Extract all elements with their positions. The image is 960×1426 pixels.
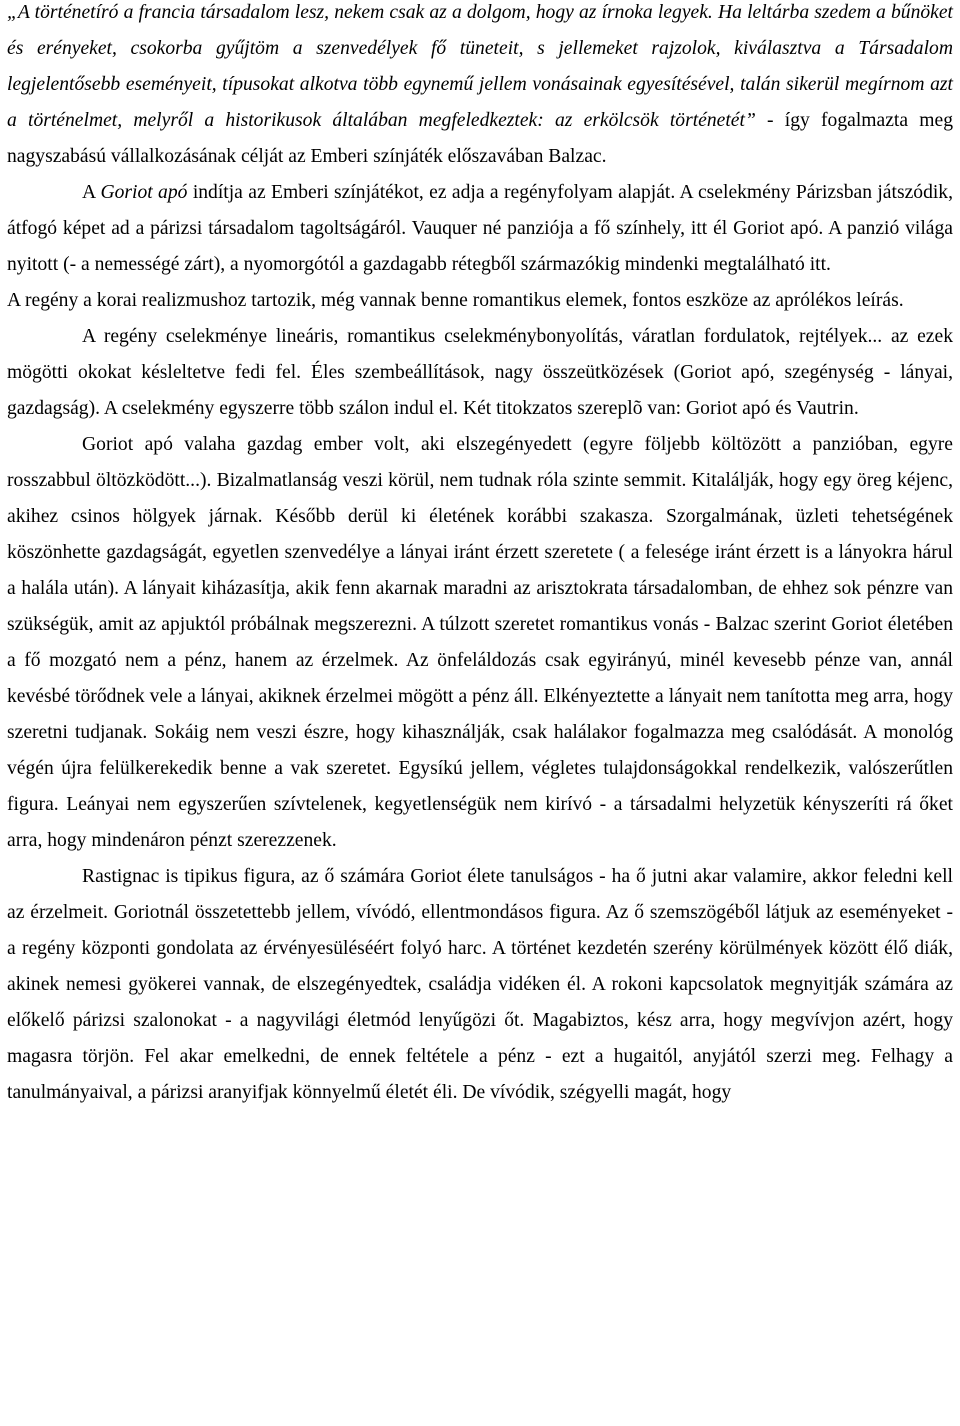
paragraph-balzac-quote	[7, 0, 953, 175]
paragraph-plot: A regény cselekménye lineáris, romantikus cselekménybonyolítás, váratlan fordulatok, rejtélyek... az ezek mögötti okokat késleltetve fedi fel. Éles szembeállítások, nagy összeütközések (Goriot apó, szegénység - lányai, gazdagság). A cselekmény egyszerre több szálon indul el. Két titokzatos szereplõ van: Goriot apó és Vautrin.	[7, 326, 953, 419]
paragraph-rastignac: Rastignac is tipikus figura, az ő számára Goriot élete tanulságos - ha ő jutni akar valamire, akkor feledni kell az érzelmeit. Goriotnál összetettebb jellem, vívódó, ellentmondásos figura. Az ő szemszögéből látjuk az eseményeket - a regény központi gondolata az érvényesüléséért folyó harc. A történet kezdetén szerény körülmények között élő diák, akinek nemesi gyökerei vannak, de elszegényedtek, családja vidéken él. A rokoni kapcsolatok megnyitják számára az előkelő párizsi szalonokat - a nagyvilági életmód lenyűgözi őt. Magabiztos, kész arra, hogy megvívjon azért, hogy magasra törjön. Fel akar emelkedni, de ennek feltétele a pénz - ezt a hugaitól, anyjától szerzi meg. Felhagy a tanulmányaival, a párizsi aranyifjak könnyelmű életét éli. De vívódik, szégyelli magát, hogy	[7, 866, 953, 1103]
novel-title: Goriot apó	[100, 182, 188, 203]
quote-text: „A történetíró a francia társadalom lesz, nekem csak az a dolgom, hogy az írnoka legyek. Ha leltárba szedem a bűnöket és erényeket, csokorba gyűjtöm a szenvedélyek fő tüneteit, s jellemeket rajzolok, kiválasztva a Társadalom legjelentősebb eseményeit, típusokat alkotva több egynemű jellem vonásainak egyesítésével, talán sikerül megírnom azt a történelmet, melyről a historikusok általában megfeledkeztek: az erkölcsök történetét”	[7, 2, 953, 131]
paragraph-realism: A regény a korai realizmushoz tartozik, még vannak benne romantikus elemek, fontos eszköze az aprólékos leírás.	[7, 290, 904, 311]
paragraph-text: A	[82, 182, 101, 203]
paragraph-text: indítja az Emberi színjátékot, ez adja a regényfolyam alapját. A cselekmény Párizsban játszódik, átfogó képet ad a párizsi társadalom tagoltságáról. Vauquer né panziója a fő színhely, itt él Goriot apó. A panzió világa nyitott (- a nemességé zárt), a nyomorgótól a gazdagabb rétegből származókig mindenki megtalálható itt.	[7, 182, 954, 275]
quote-attribution: - így fogalmazta meg nagyszabású vállalkozásának célját az Emberi színjáték előszavában Balzac.	[7, 110, 953, 167]
paragraph-goriot-intro	[7, 175, 953, 283]
paragraph-goriot-character: Goriot apó valaha gazdag ember volt, aki elszegényedett (egyre följebb költözött a panzióban, egyre rosszabbul öltözködött...). Bizalmatlanság veszi körül, nem tudnak róla szinte semmit. Kitalálják, hogy egy öreg kéjenc, akihez csinos hölgyek járnak. Később derül ki életének korábbi szakasza. Szorgalmának, üzleti tehetségének köszönhette gazdagságát, egyetlen szenvedélye a lányai iránt érzett szeretete ( a felesége iránt érzett is a lányokra hárul a halála után). A lányait kiházasítja, akik fenn akarnak maradni az arisztokrata társadalomban, de ehhez sok pénzre van szükségük, amit az apjuktól próbálnak megszerezni. A túlzott szeretet romantikus vonás - Balzac szerint Goriot életében a fő mozgató nem a pénz, hanem az érzelmek. Az önfeláldozás csak egyirányú, minél kevesebb pénze van, annál kevésbé törődnek vele a lányai, akiknek érzelmei mögött a pénz áll. Elkényeztette a lányait nem tanította meg arra, hogy szeretni tudjanak. Sokáig nem veszi észre, hogy kihasználják, csak halálakor fogalmazza meg csalódását. A monológ végén újra felülkerekedik benne a vak szeretet. Egysíkú jellem, végletes tulajdonságokkal rendelkezik, valószerűtlen figura. Leányai nem egyszerűen szívtelenek, kegyetlenségük nem kirívó - a társadalmi helyzetük kényszeríti rá őket arra, hogy mindenáron pénzt szerezzenek.	[7, 434, 953, 851]
